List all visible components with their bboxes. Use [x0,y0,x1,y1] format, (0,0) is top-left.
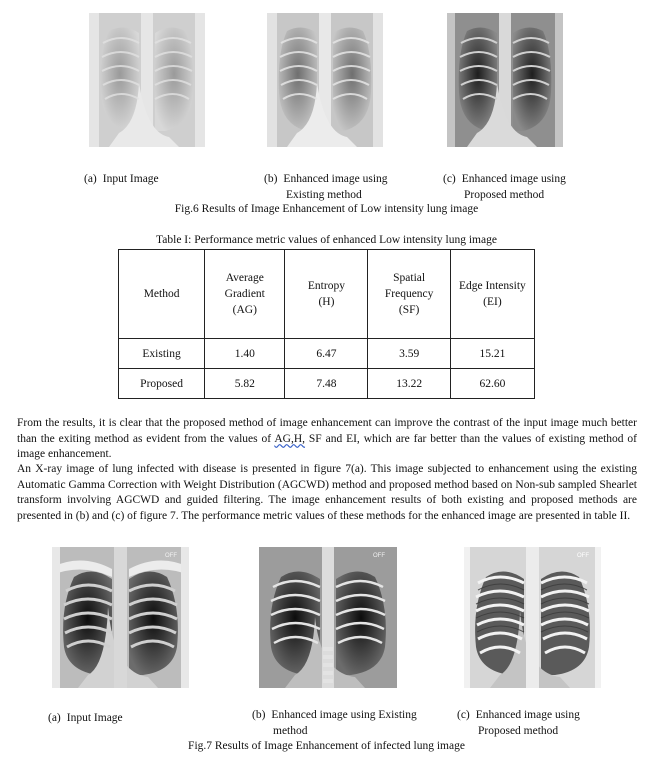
cell-entropy: 6.47 [285,339,368,369]
table-header-row [119,250,535,339]
fig7-caption-c [457,707,580,739]
fig7-caption: Fig.7 Results of Image Enhancement of infected lung image [188,740,465,752]
spellcheck-underlined-text: AG,H, [274,432,306,445]
header-entropy: Entropy (H) [285,250,368,339]
caption-line-2: Existing method [286,189,362,201]
corner-marker: OFF [373,553,385,559]
corner-marker: OFF [165,553,177,559]
caption-line-1: Enhanced image using Existing [271,709,417,721]
cell-ag: 5.82 [205,369,285,399]
corner-marker: OFF [577,553,589,559]
fig6-caption: Fig.6 Results of Image Enhancement of Low intensity lung image [174,203,479,215]
caption-text: Input Image [102,173,159,185]
fig6-input-image [89,13,205,147]
paragraph-results: From the results, it is clear that the proposed method of image enhancement can improve the contrast of the input image much better than the exiting method as evident from the values of AG,H, SF and EI, which are far better than the values of existing method of image enhancement. [17,417,637,461]
caption-line-2: Proposed method [464,189,545,201]
fig6-proposed-method-image [447,13,563,147]
paragraph-fig7-intro: An X-ray image of lung infected with disease is presented in figure 7(a). This image subjected to enhancement using the existing Automatic Gamma Correction with Weight Distribution (AGCWD) method and proposed method based on Non-sub sampled Shearlet transform involving AGCWD and guided filtering. The image enhancement results of both existing and proposed methods are presented in (b) and (c) of figure 7. The performance metric values of these methods for the enhanced image are presented in table II. [17,463,637,522]
cell-sf: 13.22 [368,369,450,399]
caption-line-1: Enhanced image using [283,173,388,185]
caption-tag: (b) [252,709,266,721]
table1-title: Table I: Performance metric values of enhanced Low intensity lung image [156,234,497,246]
caption-line-1: Enhanced image using [461,173,566,185]
fig6-caption-a [84,171,159,187]
header-ei: Edge Intensity (EI) [450,250,534,339]
fig7-existing-method-image [259,547,397,688]
caption-tag: (a) [84,173,97,185]
cell-method: Existing [119,339,205,369]
fig6-caption-c [443,171,566,203]
cell-ei: 62.60 [450,369,534,399]
table-row [119,339,535,369]
caption-line-2: method [273,725,308,737]
fig7-caption-a [48,710,123,726]
cell-entropy: 7.48 [285,369,368,399]
header-method: Method [119,250,205,339]
fig6-existing-method-image [267,13,383,147]
caption-tag: (b) [264,173,278,185]
header-sf: Spatial Frequency (SF) [368,250,450,339]
fig7-caption-b [252,707,417,739]
fig6-caption-b [264,171,388,203]
caption-tag: (a) [48,712,61,724]
table1-metrics [118,249,535,399]
caption-tag: (c) [443,173,456,185]
cell-sf: 3.59 [368,339,450,369]
cell-ag: 1.40 [205,339,285,369]
fig7-proposed-method-image [464,547,601,688]
caption-text: Input Image [66,712,123,724]
caption-tag: (c) [457,709,470,721]
cell-method: Proposed [119,369,205,399]
fig7-input-image [52,547,189,688]
header-ag: Average Gradient (AG) [205,250,285,339]
caption-line-2: Proposed method [478,725,559,737]
table-row [119,369,535,399]
cell-ei: 15.21 [450,339,534,369]
caption-line-1: Enhanced image using [475,709,580,721]
